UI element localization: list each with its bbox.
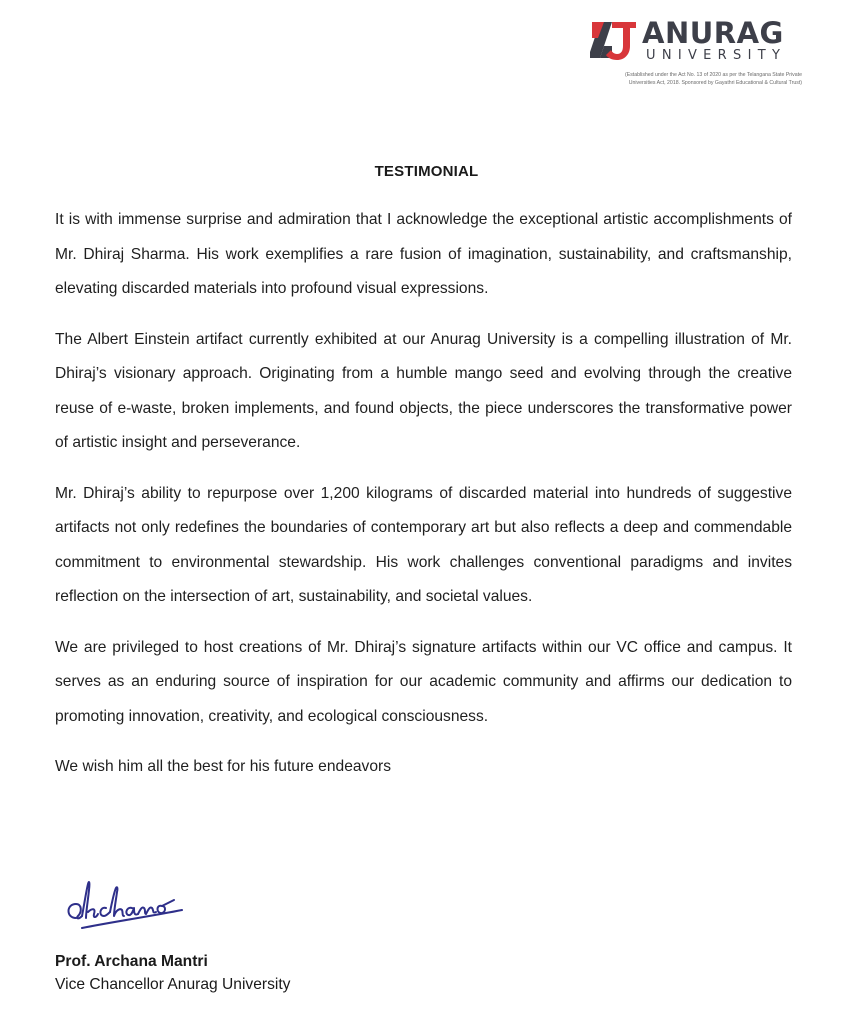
logo-wordmark: ANURAG	[642, 16, 784, 50]
logo-subtitle: UNIVERSITY	[646, 48, 787, 63]
logo-note-line-1: (Established under the Act No. 13 of 2020 as per the Telangana State Private	[625, 72, 802, 78]
signer-name: Prof. Archana Mantri	[55, 953, 208, 970]
paragraph-intro: It is with immense surprise and admiration that I acknowledge the exceptional artistic accomplishments of Mr. Dhiraj Sharma. His work exemplifies a rare fusion of imagination, sustainability, and craftsmanship, elevating discarded materials into profound visual expressions.	[55, 211, 792, 297]
anurag-logo-mark-icon	[590, 18, 638, 62]
paragraph-privileged: We are privileged to host creations of Mr. Dhiraj’s signature artifacts within our VC office and campus. It serves as an enduring source of inspiration for our academic community and affirms our dedication to promoting innovation, creativity, and ecological consciousness.	[55, 638, 792, 725]
signer-block	[55, 950, 290, 996]
document-body	[55, 203, 792, 785]
paragraph-einstein-artifact: The Albert Einstein artifact currently exhibited at our Anurag University is a compelling illustration of Mr. Dhiraj’s visionary approach. Originating from a humble mango seed and evolving through the creative reuse of e-waste, broken implements, and found objects, the piece underscores the transformative power of artistic insight and perseverance.	[55, 330, 792, 451]
signer-title: Vice Chancellor Anurag University	[55, 976, 291, 993]
paragraph-closing-wish: We wish him all the best for his future endeavors	[55, 758, 392, 775]
logo-note-line-2: Universities Act, 2018. Sponsored by Gayathri Educational & Cultural Trust)	[628, 80, 802, 86]
paragraph-repurpose: Mr. Dhiraj’s ability to repurpose over 1,200 kilograms of discarded material into hundreds of suggestive artifacts not only redefines the boundaries of contemporary art but also reflects a deep and commendable commitment to environmental stewardship. His work challenges conventional paradigms and invites reflection on the intersection of art, sustainability, and societal values.	[55, 484, 792, 605]
university-logo	[590, 18, 800, 98]
document-title: TESTIMONIAL	[374, 163, 479, 180]
logo-establishment-note	[582, 71, 802, 87]
handwritten-signature-icon	[62, 878, 192, 938]
